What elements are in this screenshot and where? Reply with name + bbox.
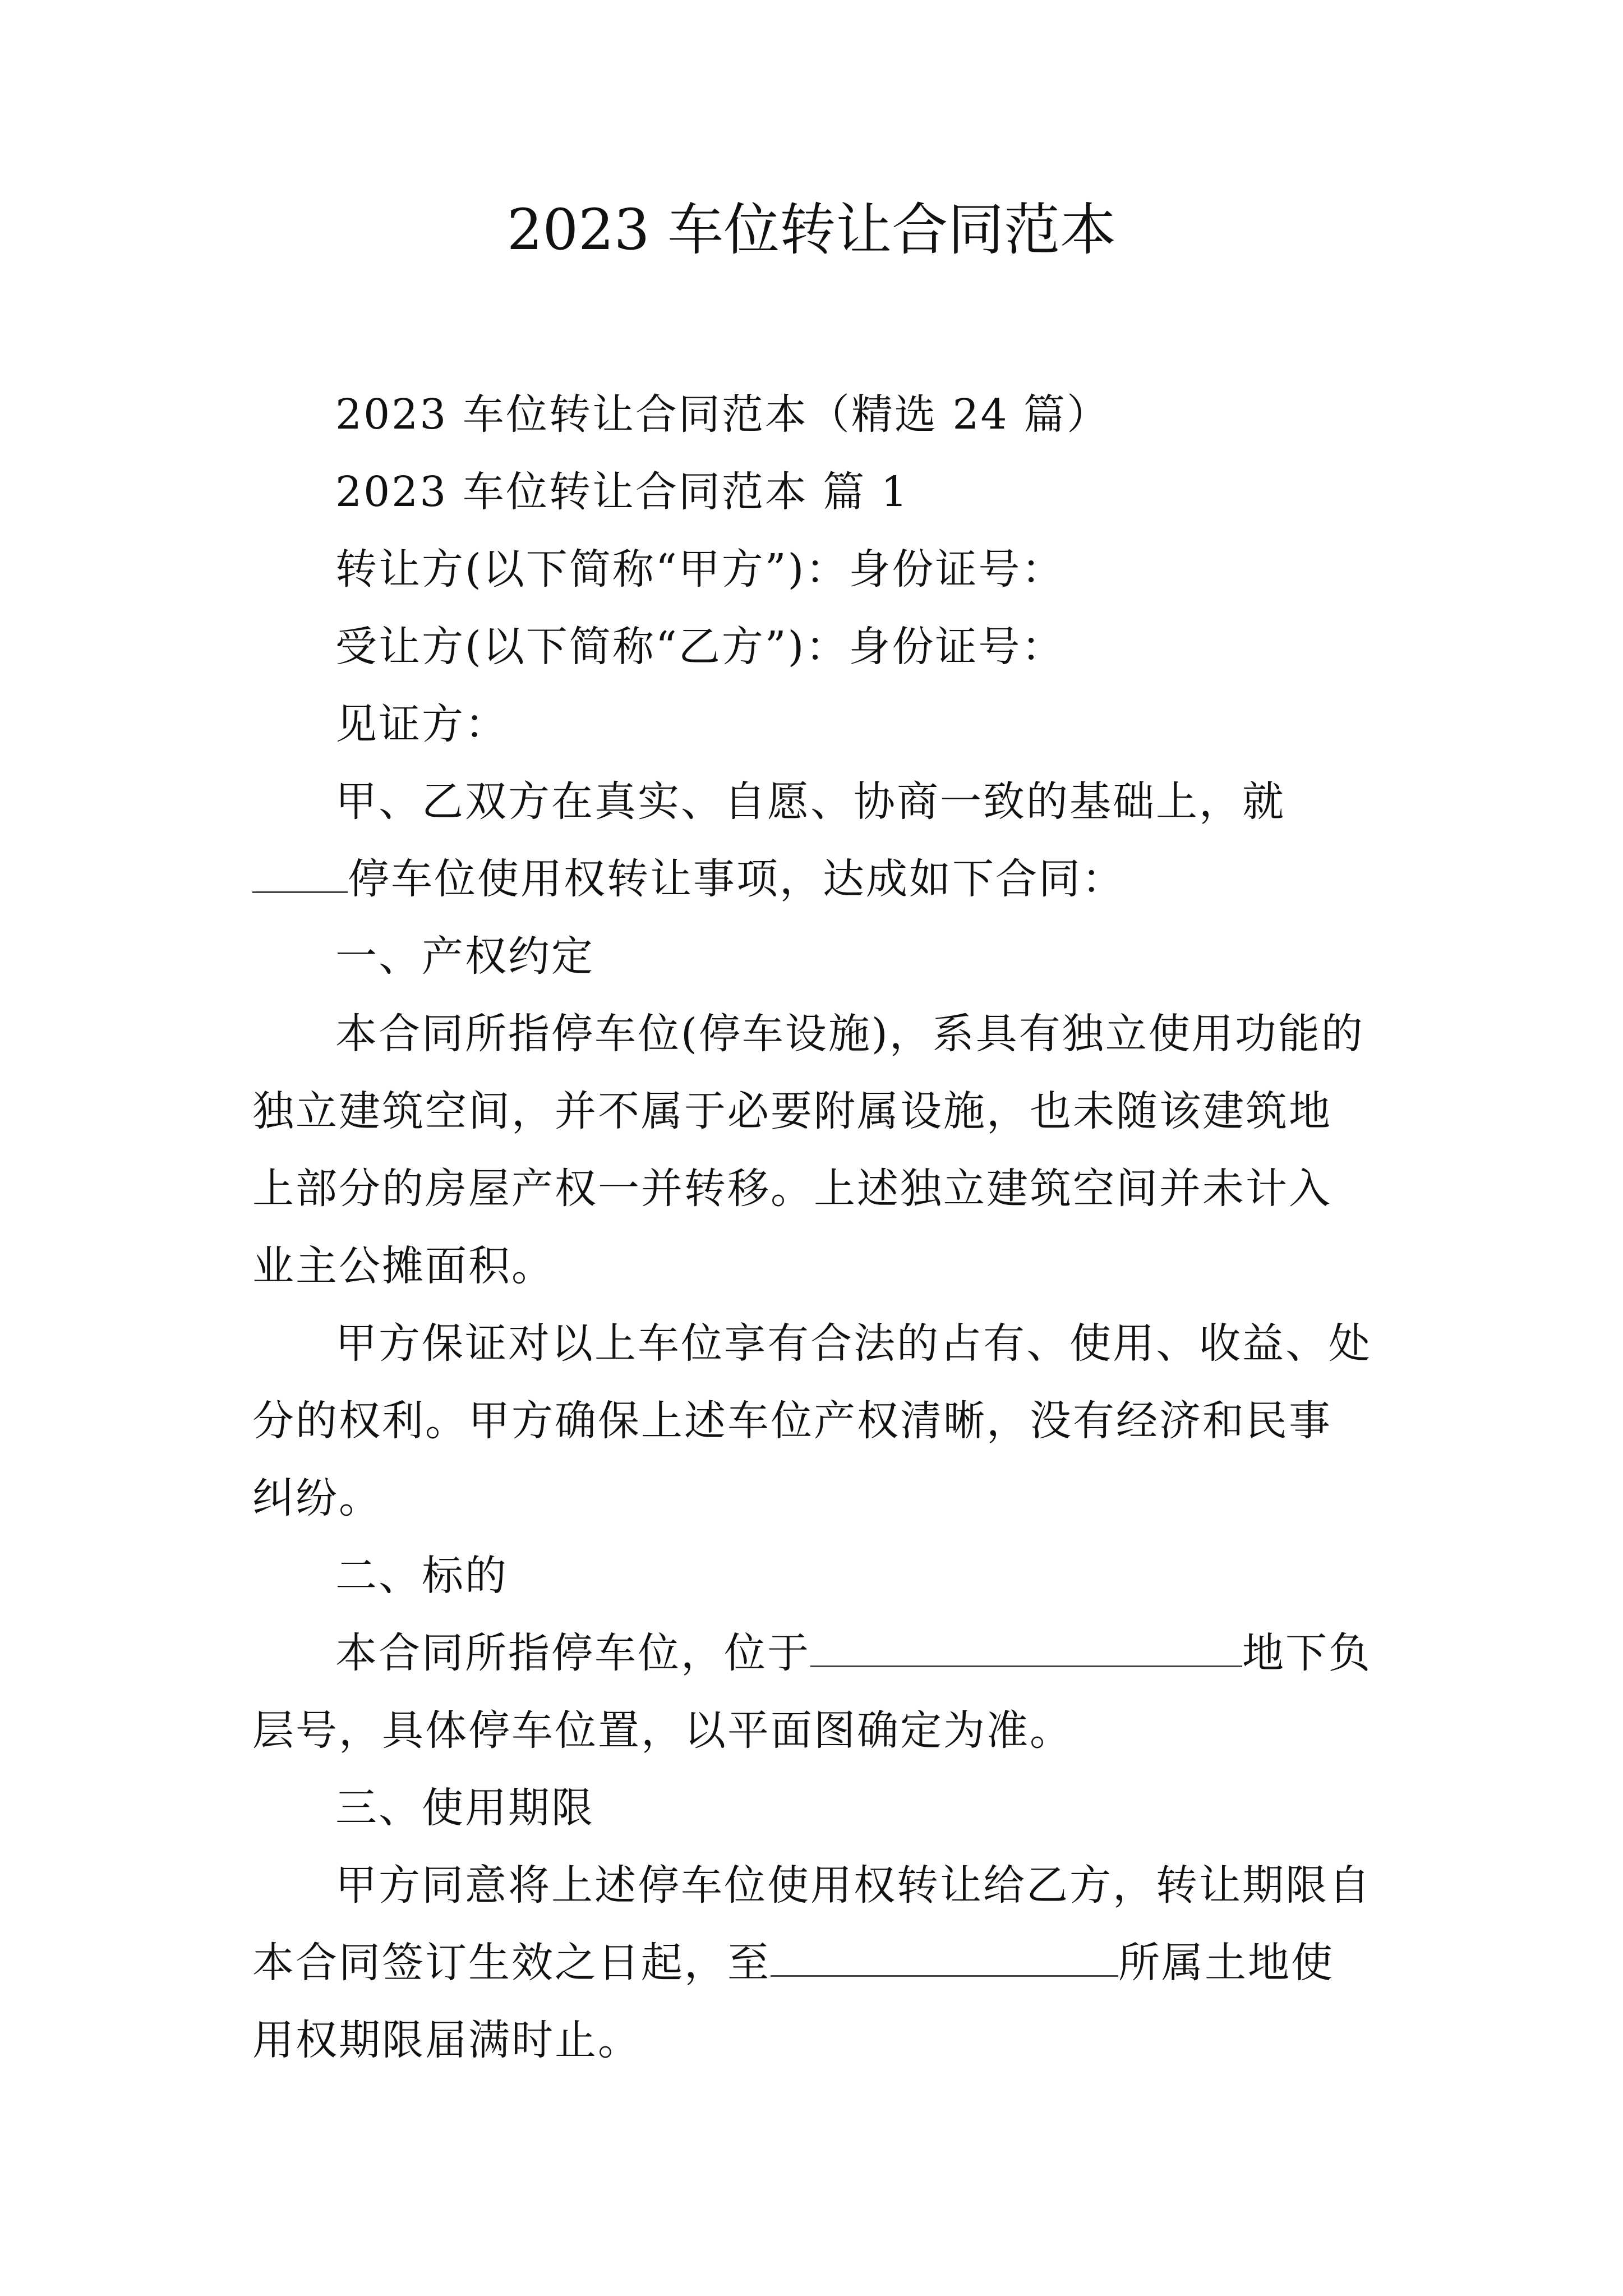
subject-text-start: 本合同所指停车位，位于: [335, 1629, 810, 1677]
paragraph-term: [252, 1847, 1374, 2079]
paragraph-property-1: 本合同所指停车位(停车设施)，系具有独立使用功能的独立建筑空间，并不属于必要附属设施，也未随该建筑地上部分的房屋产权一并转移。上述独立建筑空间并未计入业主公摊面积。: [252, 1010, 1364, 1290]
term-blank: [771, 1938, 1118, 1977]
section-heading: 2023 车位转让合同范本 篇 1: [335, 468, 909, 516]
transferor-line: 转让方(以下简称“甲方”)：身份证号：: [335, 545, 1065, 593]
subtitle: 2023 车位转让合同范本（精选 24 篇）: [335, 390, 1110, 439]
document-body: [252, 376, 1374, 2079]
paragraph-property-2: 甲方保证对以上车位享有合法的占有、使用、收益、处分的权利。甲方确保上述车位产权清晰，没有经济和民事纠纷。: [252, 1319, 1372, 1522]
witness-line: 见证方：: [335, 700, 508, 748]
subject-text-end: 地下负层号，具体停车位置，以平面图确定为准。: [252, 1629, 1372, 1755]
intro-text-end: 停车位使用权转让事项，达成如下合同：: [348, 855, 1125, 903]
term-text-end: 所属土地使用权期限届满时止。: [252, 1939, 1334, 2064]
heading-subject: 二、标的: [335, 1552, 508, 1600]
document-title: 2023 车位转让合同范本: [506, 197, 1117, 263]
term-text-start: 甲方同意将上述停车位使用权转让给乙方，转让期限自本合同签订生效之日起，至: [252, 1861, 1372, 1987]
location-blank: [810, 1628, 1242, 1667]
paragraph-subject: [252, 1614, 1374, 1769]
heading-term: 三、使用期限: [335, 1784, 594, 1832]
transferee-line: 受让方(以下简称“乙方”)：身份证号：: [335, 623, 1065, 671]
heading-property-rights: 一、产权约定: [335, 932, 594, 981]
intro-paragraph: [252, 763, 1374, 918]
intro-blank: [252, 854, 348, 893]
intro-text-start: 甲、乙双方在真实、自愿、协商一致的基础上，就: [335, 777, 1285, 826]
